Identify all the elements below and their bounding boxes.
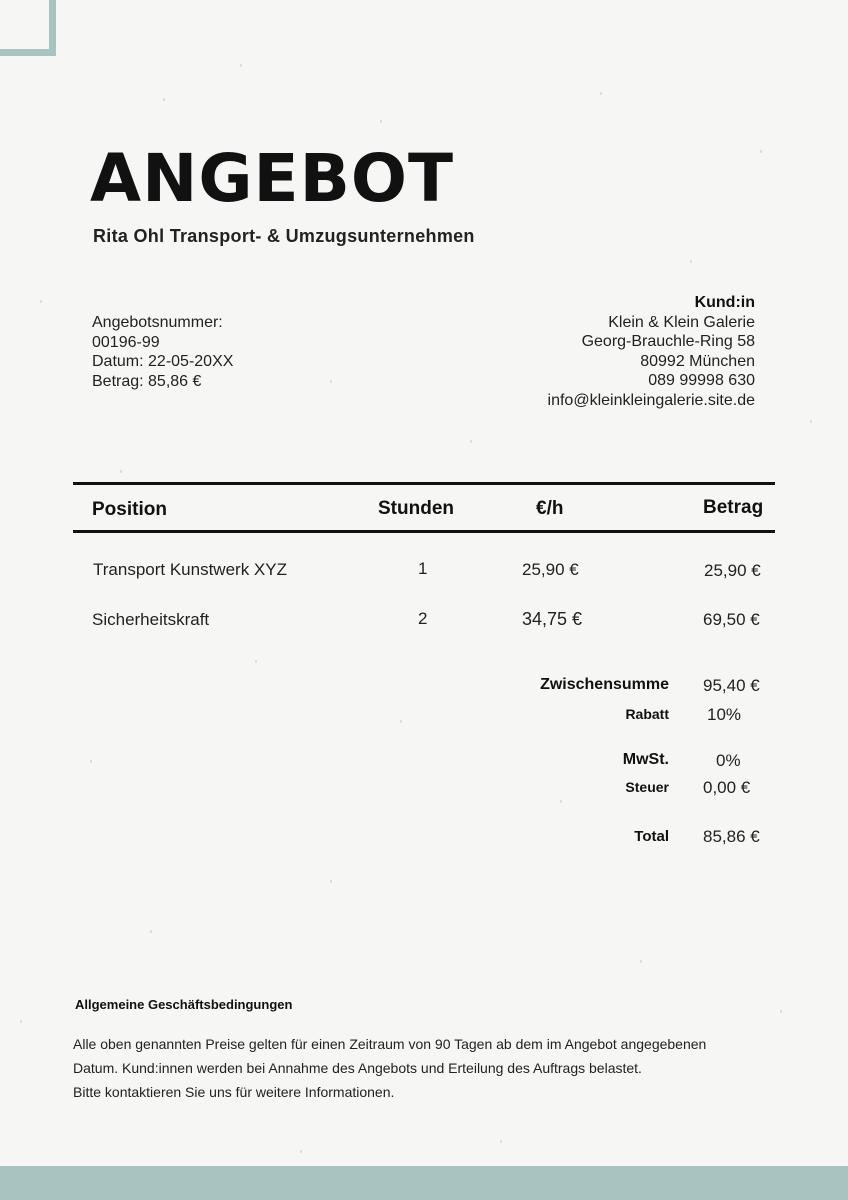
- vat-label: MwSt.: [622, 751, 669, 768]
- total-label: Total: [634, 828, 669, 845]
- row-amount: 69,50 €: [703, 610, 760, 629]
- document-title: ANGEBOT: [90, 140, 455, 217]
- terms-text: [73, 1032, 733, 1104]
- terms-heading: Allgemeine Geschäftsbedingungen: [75, 997, 293, 1012]
- row-position: Transport Kunstwerk XYZ: [93, 560, 287, 579]
- vat-value: 0%: [716, 751, 741, 770]
- client-address: [548, 293, 755, 410]
- terms-contact: Bitte kontaktieren Sie uns für weitere Informationen.: [73, 1084, 395, 1100]
- client-heading: Kund:in: [694, 294, 755, 311]
- row-hours: 2: [418, 609, 428, 628]
- client-email: info@kleinkleingalerie.site.de: [547, 391, 755, 409]
- header-hours: Stunden: [378, 498, 454, 519]
- row-hours: 1: [418, 559, 428, 578]
- corner-decoration: [0, 0, 56, 56]
- subtotal-label: Zwischensumme: [540, 676, 669, 693]
- table-top-rule: [73, 482, 775, 485]
- company-name: Rita Ohl Transport- & Umzugsunternehmen: [93, 226, 475, 246]
- offer-number-label: Angebotsnummer:: [92, 314, 223, 331]
- tax-label: Steuer: [625, 779, 669, 795]
- offer-number: 00196-99: [92, 333, 160, 351]
- total-value: 85,86 €: [703, 827, 760, 846]
- terms-paragraph: Alle oben genannten Preise gelten für einen Zeitraum von 90 Tagen ab dem im Angebot angegebenen Datum. Kund:innen werden bei Annahme des Angebots und Erteilung des Auftrags belastet.: [73, 1036, 707, 1076]
- client-city: 80992 München: [640, 352, 755, 370]
- footer-bar: [0, 1166, 848, 1200]
- subtotal-value: 95,40 €: [703, 676, 760, 695]
- offer-meta: [92, 313, 233, 391]
- discount-label: Rabatt: [625, 706, 669, 722]
- table-header-rule: [73, 530, 775, 533]
- client-street: Georg-Brauchle-Ring 58: [581, 333, 755, 350]
- row-rate: 25,90 €: [522, 560, 579, 579]
- offer-date: Datum: 22-05-20XX: [92, 353, 234, 370]
- row-rate: 34,75 €: [522, 609, 583, 629]
- header-rate: €/h: [536, 498, 564, 519]
- client-phone: 089 99998 630: [648, 372, 755, 389]
- header-position: Position: [92, 499, 167, 520]
- row-amount: 25,90 €: [704, 561, 761, 580]
- header-amount: Betrag: [703, 497, 764, 518]
- row-position: Sicherheitskraft: [92, 610, 210, 629]
- offer-amount: Betrag: 85,86 €: [92, 372, 202, 390]
- discount-value: 10%: [707, 705, 742, 724]
- client-name: Klein & Klein Galerie: [608, 313, 755, 331]
- tax-value: 0,00 €: [703, 778, 751, 797]
